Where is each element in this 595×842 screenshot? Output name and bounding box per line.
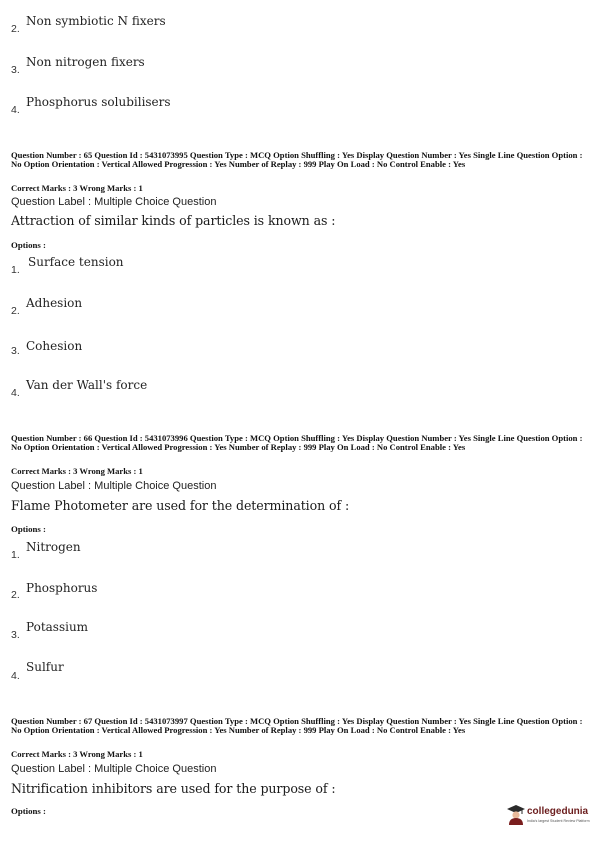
option-text: Surface tension bbox=[28, 255, 124, 269]
logo-tagline: India's largest Student Review Platform bbox=[527, 819, 590, 823]
option-number: 1. bbox=[11, 264, 20, 276]
option-text: Phosphorus solubilisers bbox=[26, 95, 171, 109]
options-heading: Options : bbox=[11, 806, 46, 816]
option-text: Phosphorus bbox=[26, 581, 98, 595]
option-text: Adhesion bbox=[26, 296, 83, 310]
question-label: Question Label : Multiple Choice Question bbox=[11, 763, 217, 775]
option-text: Potassium bbox=[26, 620, 89, 634]
question-meta: Question Number : 65 Question Id : 5431073995 Question Type : MCQ Option Shuffling : Yes Display Question Number : Yes Single Line Question Option : No Option Orientation : Vertical Allowed Progression : Yes Number of Replay : 999 Play On Load : No Control Enable : Yes bbox=[11, 150, 583, 170]
question-marks: Correct Marks : 3 Wrong Marks : 1 bbox=[11, 183, 143, 193]
option-text: Non nitrogen fixers bbox=[26, 55, 145, 69]
option-number: 3. bbox=[11, 64, 20, 76]
collegedunia-logo bbox=[506, 804, 588, 828]
question-marks: Correct Marks : 3 Wrong Marks : 1 bbox=[11, 466, 143, 476]
option-text: Van der Wall's force bbox=[26, 378, 148, 392]
option-number: 4. bbox=[11, 104, 20, 116]
options-heading: Options : bbox=[11, 240, 46, 250]
option-number: 2. bbox=[11, 589, 20, 601]
option-number: 4. bbox=[11, 670, 20, 682]
question-label: Question Label : Multiple Choice Question bbox=[11, 196, 217, 208]
option-number: 3. bbox=[11, 345, 20, 357]
option-number: 3. bbox=[11, 629, 20, 641]
option-number: 2. bbox=[11, 305, 20, 317]
option-number: 2. bbox=[11, 23, 20, 35]
option-text: Sulfur bbox=[26, 660, 64, 674]
question-text: Flame Photometer are used for the determination of : bbox=[11, 498, 350, 513]
graduate-icon bbox=[506, 804, 526, 826]
option-text: Cohesion bbox=[26, 339, 83, 353]
option-number: 1. bbox=[11, 549, 20, 561]
question-marks: Correct Marks : 3 Wrong Marks : 1 bbox=[11, 749, 143, 759]
question-text: Nitrification inhibitors are used for the purpose of : bbox=[11, 781, 336, 796]
option-text: Non symbiotic N fixers bbox=[26, 14, 166, 28]
question-label: Question Label : Multiple Choice Question bbox=[11, 480, 217, 492]
logo-brand-text: collegedunia bbox=[527, 806, 589, 817]
question-meta: Question Number : 67 Question Id : 5431073997 Question Type : MCQ Option Shuffling : Yes Display Question Number : Yes Single Line Question Option : No Option Orientation : Vertical Allowed Progression : Yes Number of Replay : 999 Play On Load : No Control Enable : Yes bbox=[11, 716, 583, 736]
question-meta: Question Number : 66 Question Id : 5431073996 Question Type : MCQ Option Shuffling : Yes Display Question Number : Yes Single Line Question Option : No Option Orientation : Vertical Allowed Progression : Yes Number of Replay : 999 Play On Load : No Control Enable : Yes bbox=[11, 433, 583, 453]
options-heading: Options : bbox=[11, 524, 46, 534]
question-text: Attraction of similar kinds of particles is known as : bbox=[11, 213, 336, 228]
option-number: 4. bbox=[11, 387, 20, 399]
option-text: Nitrogen bbox=[26, 540, 81, 554]
